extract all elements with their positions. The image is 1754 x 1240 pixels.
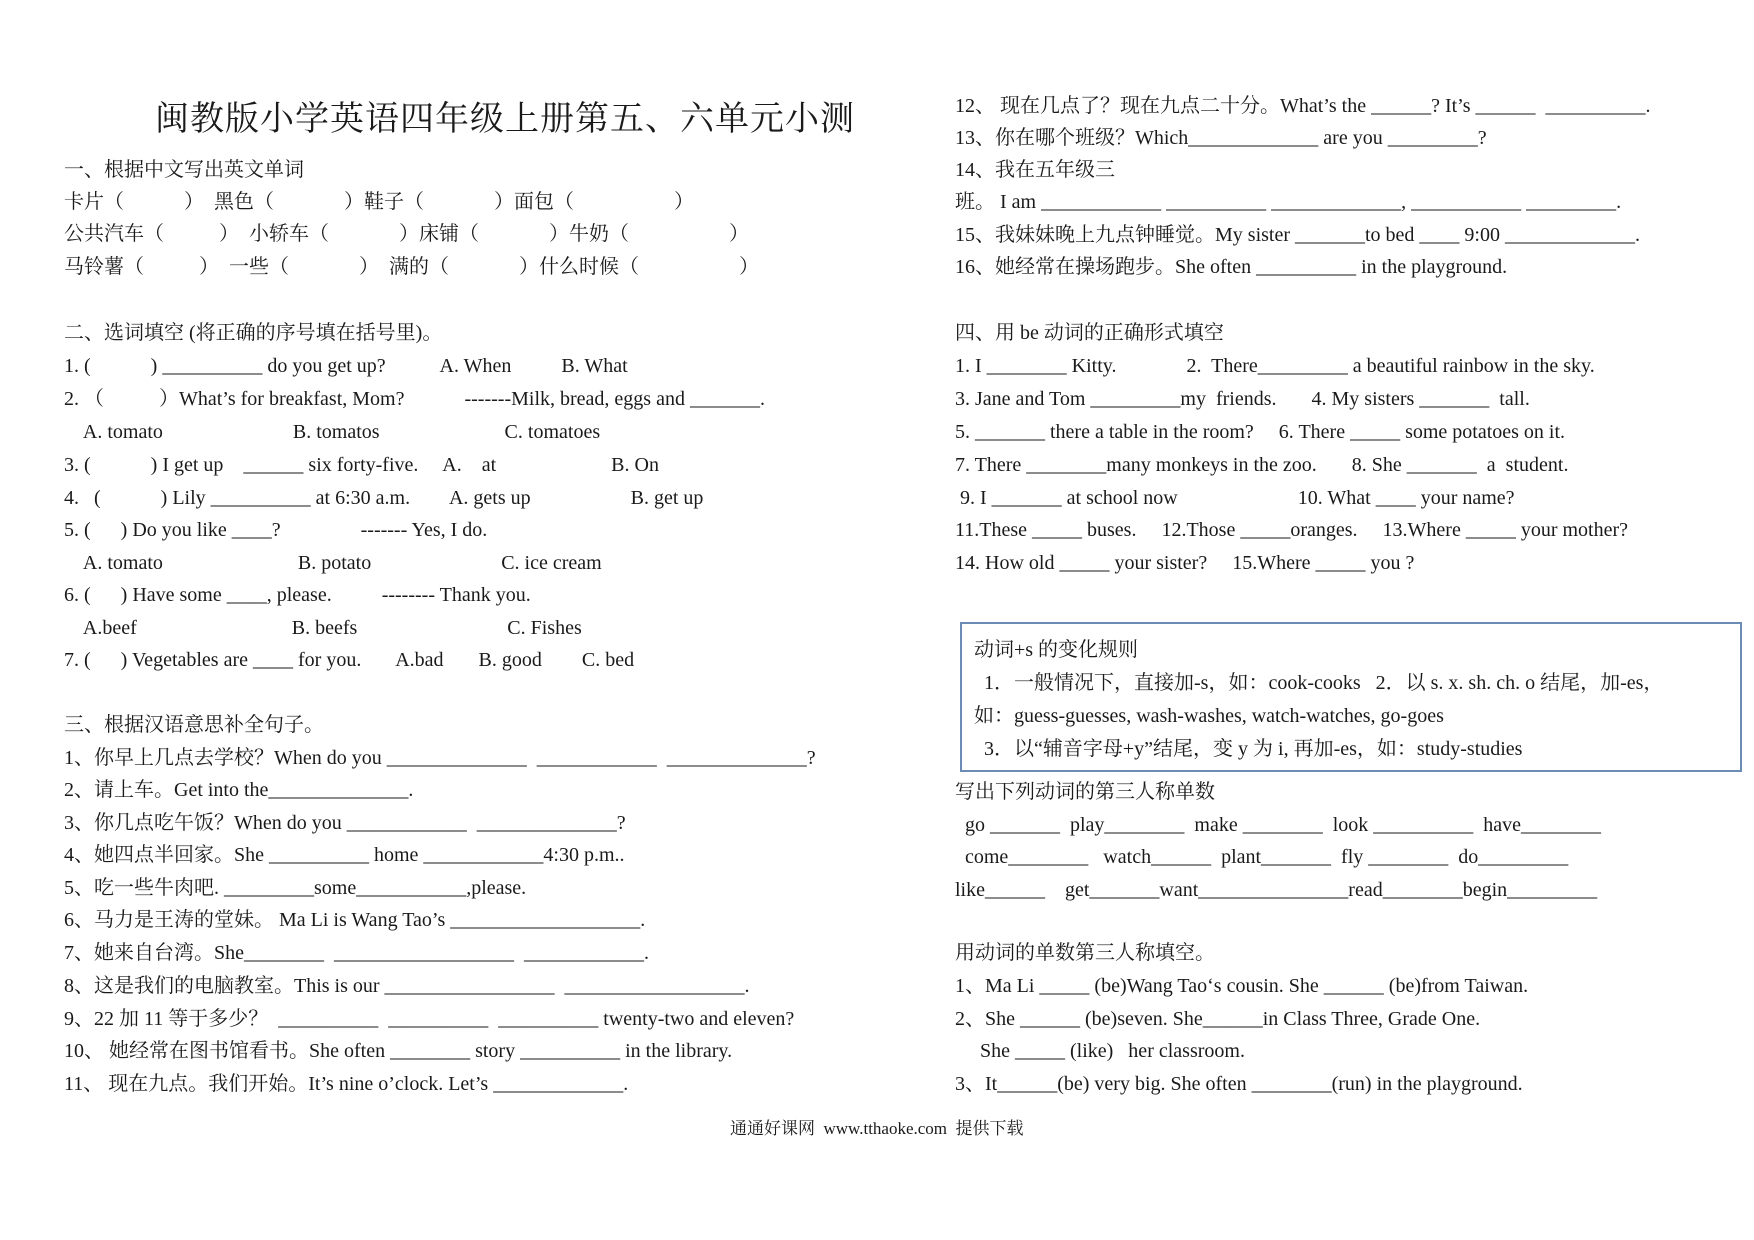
sentence-item: 班。 I am ____________ __________ _____________, ___________ _________. <box>955 191 1622 213</box>
rule-item: 1．一般情况下，直接加-s，如：cook-cooks 2．以 s. x. sh. ch. o 结尾，加-es， <box>974 672 1664 694</box>
verb-form-row: like______ get_______want_______________read________begin_________ <box>955 879 1598 901</box>
sentence-item: 14、我在五年级三 <box>955 159 1115 181</box>
be-verb-row: 1. I ________ Kitty. 2. There_________ a beautiful rainbow in the sky. <box>955 355 1595 377</box>
be-verb-row: 7. There ________many monkeys in the zoo. 8. She _______ a student. <box>955 454 1569 476</box>
question-item: 4. ( ) Lily __________ at 6:30 a.m. A. gets up B. get up <box>64 487 704 509</box>
sentence-item: 7、她来自台湾。She________ __________________ ____________. <box>64 942 649 964</box>
worksheet-title: 闽教版小学英语四年级上册第五、六单元小测 <box>155 101 855 138</box>
sentence-item: She _____ (like) her classroom. <box>955 1040 1245 1062</box>
sentence-item: 15、我妹妹晚上九点钟睡觉。My sister _______to bed ____ 9:00 _____________. <box>955 224 1640 246</box>
sentence-item: 2、请上车。Get into the______________. <box>64 779 414 801</box>
sentence-item: 11、 现在九点。我们开始。It’s nine o’clock. Let’s _____________. <box>64 1073 629 1095</box>
question-options: A. tomato B. tomatos C. tomatoes <box>64 421 601 443</box>
question-item: 6. ( ) Have some ____, please. -------- Thank you. <box>64 584 531 606</box>
sentence-item: 1、Ma Li _____ (be)Wang Tao‘s cousin. She ______ (be)from Taiwan. <box>955 975 1529 997</box>
footer-credit: 通通好课网 www.tthaoke.com 提供下载 <box>730 1119 1024 1138</box>
sentence-item: 1、你早上几点去学校？When do you ______________ ____________ ______________? <box>64 747 816 769</box>
section-1-heading: 一、根据中文写出英文单词 <box>64 159 304 181</box>
rule-item: 如：guess-guesses, wash-washes, watch-watches, go-goes <box>974 705 1444 727</box>
question-options: A.beef B. beefs C. Fishes <box>64 617 582 639</box>
sentence-item: 13、你在哪个班级？Which_____________ are you _________? <box>955 127 1487 149</box>
rule-item: 3．以“辅音字母+y”结尾，变 y 为 i, 再加-es，如：study-studies <box>974 738 1523 760</box>
section-1-row: 马铃薯（ ） 一些（ ） 满的（ ）什么时候（ ） <box>64 256 759 278</box>
sentence-item: 3、It______(be) very big. She often ________(run) in the playground. <box>955 1073 1523 1095</box>
section-1-row: 卡片（ ） 黑色（ ）鞋子（ ）面包（ ） <box>64 191 694 213</box>
sentence-item: 16、她经常在操场跑步。She often __________ in the playground. <box>955 256 1508 278</box>
sentence-item: 9、22 加 11 等于多少？ __________ __________ __________ twenty-two and eleven? <box>64 1008 795 1030</box>
rule-box-title: 动词+s 的变化规则 <box>974 639 1139 661</box>
section-1-row: 公共汽车（ ） 小轿车（ ）床铺（ ）牛奶（ ） <box>64 223 749 245</box>
section-4-heading: 四、用 be 动词的正确形式填空 <box>955 322 1224 344</box>
question-options: A. tomato B. potato C. ice cream <box>64 552 602 574</box>
sentence-item: 10、 她经常在图书馆看书。She often ________ story __________ in the library. <box>64 1040 733 1062</box>
be-verb-row: 9. I _______ at school now 10. What ____ your name? <box>955 487 1515 509</box>
be-verb-row: 3. Jane and Tom _________my friends. 4. My sisters _______ tall. <box>955 388 1530 410</box>
sentence-item: 2、She ______ (be)seven. She______in Class Three, Grade One. <box>955 1008 1481 1030</box>
question-item: 2. （ ）What’s for breakfast, Mom? -------Milk, bread, eggs and _______. <box>64 388 765 410</box>
section-2-heading: 二、选词填空 (将正确的序号填在括号里)。 <box>64 322 443 344</box>
section-6-heading: 用动词的单数第三人称填空。 <box>955 942 1215 964</box>
sentence-item: 4、她四点半回家。She __________ home ____________4:30 p.m.. <box>64 844 625 866</box>
verb-form-row: come________ watch______ plant_______ fly ________ do_________ <box>955 846 1569 868</box>
sentence-item: 12、 现在几点了？现在九点二十分。What’s the ______? It’s ______ __________. <box>955 95 1651 117</box>
be-verb-row: 11.These _____ buses. 12.Those _____oranges. 13.Where _____ your mother? <box>955 519 1629 541</box>
sentence-item: 6、马力是王涛的堂妹。 Ma Li is Wang Tao’s ___________________. <box>64 909 646 931</box>
be-verb-row: 14. How old _____ your sister? 15.Where _____ you ? <box>955 552 1415 574</box>
be-verb-row: 5. _______ there a table in the room? 6. There _____ some potatoes on it. <box>955 421 1566 443</box>
question-item: 5. ( ) Do you like ____? ------- Yes, I do. <box>64 519 488 541</box>
sentence-item: 8、这是我们的电脑教室。This is our _________________ __________________. <box>64 975 750 997</box>
question-item: 3. ( ) I get up ______ six forty-five. A. at B. On <box>64 454 659 476</box>
section-5-heading: 写出下列动词的第三人称单数 <box>955 781 1215 803</box>
question-item: 1. ( ) __________ do you get up? A. When B. What <box>64 355 628 377</box>
sentence-item: 5、吃一些牛肉吧. _________some___________,please. <box>64 877 527 899</box>
question-item: 7. ( ) Vegetables are ____ for you. A.bad B. good C. bed <box>64 649 635 671</box>
sentence-item: 3、你几点吃午饭？When do you ____________ ______________? <box>64 812 626 834</box>
verb-form-row: go _______ play________ make ________ look __________ have________ <box>955 814 1602 836</box>
section-3-heading: 三、根据汉语意思补全句子。 <box>64 714 324 736</box>
